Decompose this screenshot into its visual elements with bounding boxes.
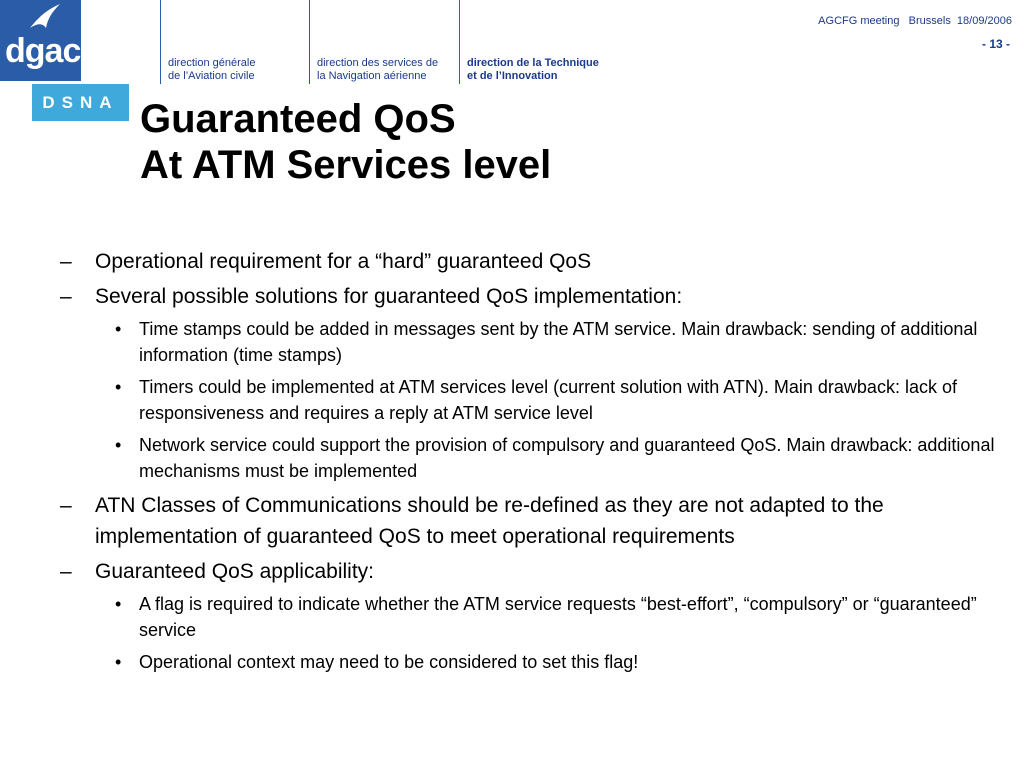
- dept-dsna-line1: direction des services de: [317, 57, 439, 69]
- sub-list-item: [115, 316, 1010, 368]
- dgac-logo-text: dgac: [5, 32, 81, 70]
- slide-title: [140, 96, 551, 188]
- dsna-logo: DSNA: [32, 84, 129, 121]
- list-item-text: Operational requirement for a “hard” guaranteed QoS: [95, 250, 592, 273]
- sub-list-item: [115, 432, 1010, 484]
- dgac-logo: [0, 0, 81, 81]
- sub-list-item-text: Network service could support the provision of compulsory and guaranteed QoS. Main drawback: additional mechanisms must be implemented: [139, 435, 995, 481]
- dept-dti: [467, 57, 599, 83]
- dept-dsna: [317, 57, 438, 83]
- dept-dti-line1: direction de la Technique: [467, 57, 599, 69]
- dept-dgac-line1: direction générale: [168, 57, 256, 69]
- header-divider: [160, 0, 161, 84]
- list-item: [60, 246, 1010, 277]
- sub-list-item-text: Timers could be implemented at ATM services level (current solution with ATN). Main drawback: lack of responsiveness and requires a reply at ATM service level: [139, 377, 957, 423]
- dot-bullet: •: [115, 377, 122, 397]
- header-divider: [309, 0, 310, 84]
- list-item-text: ATN Classes of Communications should be re-defined as they are not adapted to the implementation of guaranteed QoS to meet operational requirements: [95, 494, 884, 548]
- dash-bullet: –: [60, 285, 72, 308]
- list-item-text: Several possible solutions for guaranteed QoS implementation:: [95, 285, 683, 308]
- bird-icon: [28, 2, 62, 32]
- sub-list-item-text: Time stamps could be added in messages sent by the ATM service. Main drawback: sending of additional information (time stamps): [139, 319, 978, 365]
- sub-list-item-text: Operational context may need to be considered to set this flag!: [139, 652, 639, 672]
- sub-list-item: [115, 591, 1010, 643]
- dept-dgac: [168, 57, 255, 83]
- meeting-info: AGCFG meeting Brussels 18/09/2006: [818, 15, 1012, 27]
- dash-bullet: –: [60, 494, 72, 517]
- slide-title-line1: Guaranteed QoS: [140, 97, 456, 141]
- list-item: [60, 490, 1010, 552]
- list-item: [60, 556, 1010, 587]
- dot-bullet: •: [115, 319, 122, 339]
- slide-content: [60, 246, 1010, 681]
- dot-bullet: •: [115, 594, 122, 614]
- dept-dsna-line2: la Navigation aérienne: [317, 70, 427, 82]
- sub-list-item: [115, 374, 1010, 426]
- dash-bullet: –: [60, 560, 72, 583]
- sub-list-item: [115, 649, 1010, 675]
- dot-bullet: •: [115, 652, 122, 672]
- list-item: [60, 281, 1010, 312]
- slide-title-line2: At ATM Services level: [140, 143, 552, 187]
- sub-list-item-text: A flag is required to indicate whether the ATM service requests “best-effort”, “compulsory” or “guaranteed” service: [139, 594, 977, 640]
- dash-bullet: –: [60, 250, 72, 273]
- header-divider: [459, 0, 460, 84]
- dot-bullet: •: [115, 435, 122, 455]
- dept-dgac-line2: de l’Aviation civile: [168, 70, 255, 82]
- list-item-text: Guaranteed QoS applicability:: [95, 560, 374, 583]
- page-number: - 13 -: [981, 37, 1010, 51]
- dept-dti-line2: et de l’Innovation: [467, 70, 558, 82]
